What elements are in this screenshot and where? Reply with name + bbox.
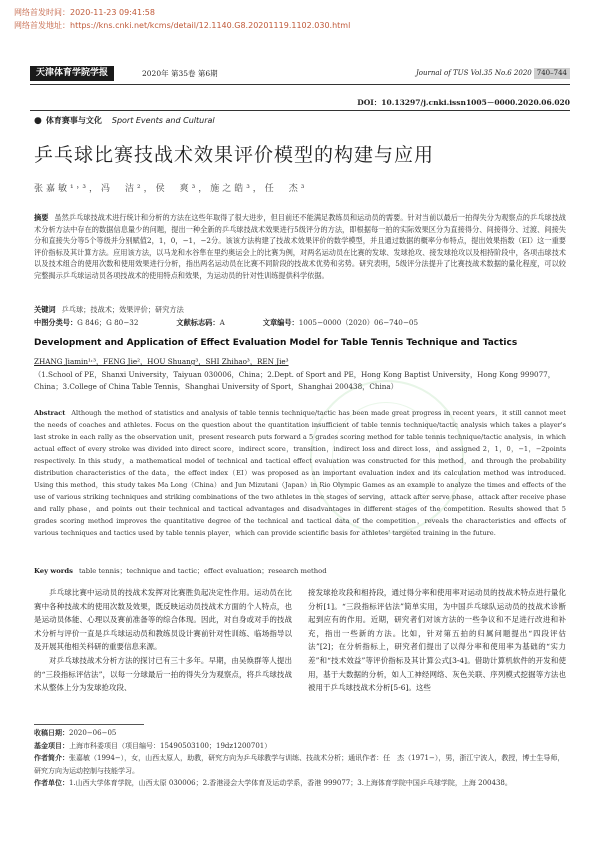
- column-name-cn: 体育赛事与文化: [45, 116, 102, 125]
- footnote-received: 收稿日期：2020−06−05: [34, 728, 117, 737]
- authors-en: ZHANG Jiamin¹˒³，FENG Jie²，HOU Shuang³，SHI Zhihao³，REN Jie³: [34, 357, 289, 366]
- online-publication-info: [14, 6, 350, 32]
- abstract-en-text: Although the method of statistics and analysis of table tennis technique/tactic has been made great progress in recent years，it still cannot meet the needs of coaches and athletes. Focus on the question about the quantitation insufficient of table tennis technique/tactic analysis which takes a player's last stroke in each rally as the observation unit，present research puts forward a 5 grades scoring method for table tennis technique/tactic analysis，in which actual effect of every stroke was divided into direct score，indirect score，transition，indirect loss and direct loss，and assigned 2，1，0，−1，−2points respectively. In this study，a mathematical model of technical and tactical effect evaluation was constructed for this method，and through the probability distribution characteristics of the data，the effect index（EI）was proposed as an important evaluation index and its calculation method was introduced. Using this method，this study takes Ma Long（China）and Jun Mizutani（Japan）in Rio Olympic Games as an example to analyze the times and effects of the use of various striking techniques and striking combinations of the two athletes in the stages of serving，attack after serve phase，attack after receive phase and rally phase，and points out their technical and tactical advantages and disadvantages in different stages of the competition. Results showed that 5 grades scoring method improves the quantitative degree of the technical and tactical data of the competition，reveals the characteristics and effects of various techniques and tactics used by table tennis player，which can provide scientific basis for athletes' targeted training in the future.: [34, 409, 566, 537]
- page-range: 740–744: [534, 68, 570, 79]
- keywords-en: [34, 565, 566, 575]
- column-tag: [34, 115, 215, 126]
- classification-clc: 中图分类号：G 846；G 80−32: [34, 318, 139, 327]
- body-paragraph: 接发球抢攻段和相持段，通过得分率和使用率对运动员的技战术特点进行量化分析[1]。“三段指标评估法”简单实用，为中国乒乓球队运动员的技战术诊断起到应有的作用。近期，研究者们对该方法的一些争议和不足进行改进和补充，指出一些新的方法。比如，针对第五拍的归属问题提出“四段评估法”[2]；在分析指标上，研究者们提出了以得分率和使用率为基础的“实力差”和“技术效益”等评价指标及其计算公式[3-4]。借助计算机软件的开发和使用，基于大数据的分析，如人工神经网络、灰色关联、序列模式挖掘等方法也被用于乒乓球技战术分析[5-6]。这些: [308, 588, 566, 693]
- body-text: [34, 586, 566, 695]
- doi-rule: [30, 110, 570, 111]
- abstract-cn-label: 摘要: [34, 213, 49, 222]
- article-title-cn: 乒乓球比赛技战术效果评价模型的构建与应用: [34, 144, 435, 166]
- body-column-right: [308, 586, 566, 695]
- body-paragraph: 乒乓球比赛中运动员的技战术发挥对比赛胜负起决定性作用。运动员在比赛中各种技战术的使用次数及效果，既反映运动员技战术方面的个人特点，也是运动员体能、心理以及赛前准备等的综合体现。因此，对自身或对手的技战术分析与评价一直是乒乓球运动员和教练员设计赛前针对性训练、临场指导以及开展其他相关科研的重要信息来源。: [34, 588, 292, 652]
- online-publication-time: 网络首发时间：2020-11-23 09:41:58: [14, 8, 155, 17]
- affiliations-en: （1.School of PE，Shanxi University，Taiyuan 030006，China；2.Dept. of Sport and PE，Hong Kong Baptist University，Hong Kong 999077，China；3.College of China Table Tennis，Shanghai University of Sport，Shanghai 200438，China）: [34, 370, 555, 391]
- issue-info-en: Journal of TUS Vol.35 No.6 2020: [415, 69, 532, 77]
- body-paragraph: 对乒乓球技战术分析方法的探讨已有三十多年。早期，由吴焕群等人提出的“三段指标评估法”，以每一分球最后一拍的得失分为观察点，将乒乓球技战术从整体上分为发球抢攻段、: [34, 655, 292, 693]
- keywords-cn-text: 乒乓球；技战术；效果评价；研究方法: [61, 305, 184, 314]
- keywords-en-text: table tennis；technique and tactic；effect evaluation；research method: [78, 567, 327, 575]
- journal-header: [30, 66, 570, 80]
- keywords-cn: [34, 305, 566, 315]
- abstract-cn-text: 虽然乒乓球技战术进行统计和分析的方法在这些年取得了很大进步，但目前还不能满足教练员和运动员的需要。针对当前以最后一拍得失分为观察点的乒乓球技战术分析方法中存在的数据信息量少的问题，提出一种全新的乒乓球技战术效果进行5级评分的方法，即根据每一拍的实际效果区分为直接得分、间接得分、过渡、间接失分和直接失分等5个等级并分别赋值2，1，0，−1，−2分。该该方法构建了技战术效果评价的数学模型，并且通过数据的概率分布特点，提出效果指数（EI）这一重要评价指标及其计算方法。应用该方法，以马龙和水谷隼在里约奥运会上的比赛为例，对两名运动员在比赛的发球、发球抢攻、接发球抢攻以及相持阶段中，各项击球技术以及技术组合的使用次数和使用效果进行分析，指出两名运动员在比赛不同阶段的技战术优势和劣势。研究表明，5级评分法提升了比赛技战术数据的量化程度，可以较完整揭示乒乓球运动员各项技战术的使用特点和效果，为运动员的针对性训练提供科学依据。: [34, 213, 566, 280]
- header-rule: [30, 84, 570, 85]
- abstract-en-label: Abstract: [34, 409, 66, 417]
- classification-row: [34, 318, 566, 328]
- keywords-en-label: Key words: [34, 567, 73, 575]
- issue-info-cn: 2020年 第35卷 第6期: [142, 68, 218, 78]
- online-publication-address[interactable]: 网络首发地址：https://kns.cnki.net/kcms/detail/12.1140.G8.20201119.1102.030.html: [14, 21, 351, 30]
- classification-article-no: 文章编号：1005−0000（2020）06−740−05: [262, 318, 419, 327]
- authors-cn: 张嘉敏¹˒³，冯 洁²，侯 爽³，施之皓³，任 杰³: [34, 184, 308, 194]
- footnote-fund: 基金项目：上海市科委项目（项目编号：15490503100；19dz1200701）: [34, 740, 272, 750]
- footnotes: [34, 727, 566, 790]
- column-name-en: Sport Events and Cultural: [111, 116, 215, 125]
- doi[interactable]: DOI：10.13297/j.cnki.issn1005－0000.2020.06.020: [357, 98, 570, 107]
- classification-doc-code: 文献标志码：A: [176, 318, 225, 327]
- footnote-rule: [34, 724, 144, 725]
- journal-name-cn: 天津体育学院学报: [30, 66, 114, 81]
- abstract-cn: [34, 212, 566, 282]
- body-column-left: [34, 586, 292, 695]
- article-title-en: Development and Application of Effect Evaluation Model for Table Tennis Technique and Tactics: [34, 338, 518, 348]
- bullet-icon: ●: [34, 115, 42, 126]
- abstract-en: [34, 407, 566, 539]
- footnote-author: 作者简介：张嘉敏（1994−），女，山西太原人，助教，研究方向为乒乓球教学与训练、技战术分析；通讯作者：任 杰（1971−），男，浙江宁波人，教授，博士生导师，研究方向为运动控制与技能学习。: [34, 753, 565, 775]
- footnote-units: 作者单位：1.山西大学体育学院，山西太原 030006；2.香港浸会大学体育及运动学系，香港 999077；3.上海体育学院中国乒乓球学院，上海 200438。: [34, 778, 512, 788]
- keywords-cn-label: 关键词: [34, 305, 56, 314]
